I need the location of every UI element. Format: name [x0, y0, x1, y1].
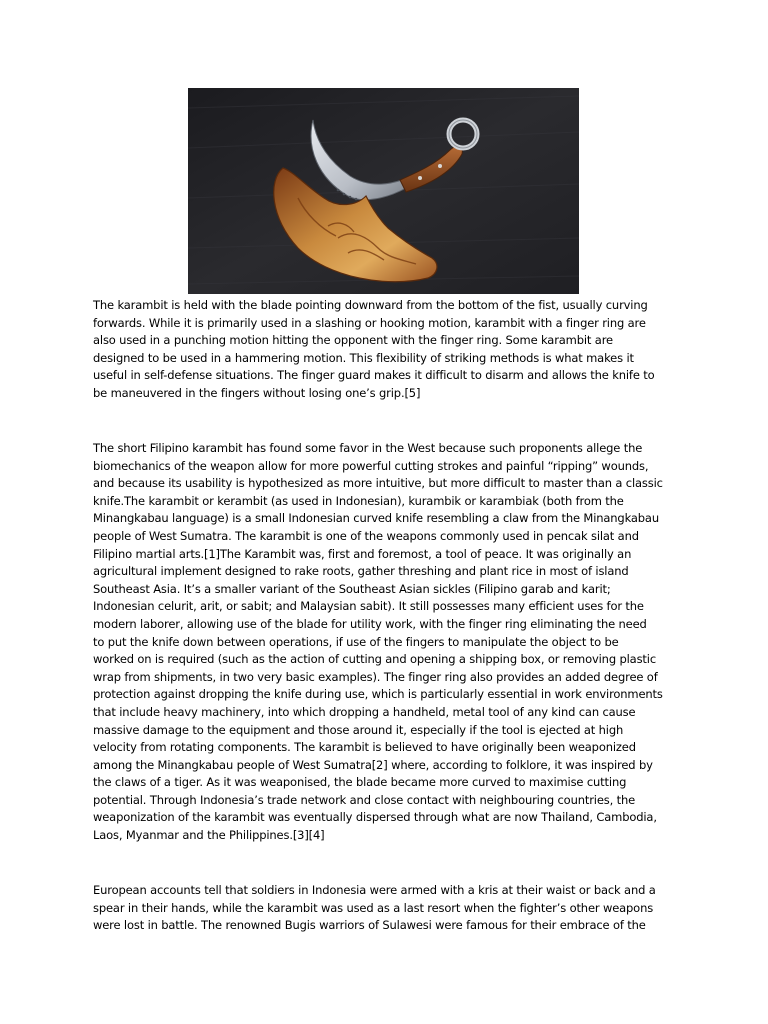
text-line: protection against dropping the knife during use, which is particularly essential in work environments: [93, 687, 663, 702]
text-line: designed to be used in a hammering motion. This flexibility of striking methods is what makes it: [93, 350, 634, 365]
handle-pin: [438, 164, 442, 168]
text-line: be maneuvered in the fingers without losing one’s grip.[5]: [93, 385, 421, 400]
text-line: wrap from shipments, in two very basic examples). The finger ring also provides an added degree of: [93, 669, 658, 684]
text-line: The short Filipino karambit has found some favor in the West because such proponents allege the: [93, 441, 643, 455]
karambit-illustration: [188, 88, 579, 294]
text-line: knife.The karambit or kerambit (as used in Indonesian), kurambik or karambiak (both from the: [93, 493, 624, 508]
handle-pin: [418, 176, 422, 180]
text-line: also used in a punching motion hitting the opponent with the finger ring. Some karambit are: [93, 333, 613, 348]
text-line: potential. Through Indonesia’s trade network and close contact with neighbouring countries, the: [93, 792, 636, 807]
text-line: modern laborer, allowing use of the blade for utility work, with the finger ring eliminating the need: [93, 616, 647, 631]
text-line: and because its usability is hypothesized as more intuitive, but more difficult to master than a classic: [93, 476, 663, 491]
text-line: the claws of a tiger. As it was weaponised, the blade became more curved to maximise cutting: [93, 775, 627, 790]
text-line: weaponization of the karambit was eventually dispersed through what are now Thailand, Cambodia,: [93, 810, 657, 825]
text-line: forwards. While it is primarily used in a slashing or hooking motion, karambit with a finger ring are: [93, 315, 646, 330]
text-line: velocity from rotating components. The karambit is believed to have originally been weaponized: [93, 740, 636, 755]
text-line: were lost in battle. The renowned Bugis warriors of Sulawesi were famous for their embrace of the: [93, 918, 646, 933]
text-line: worked on is required (such as the action of cutting and opening a shipping box, or removing plastic: [93, 652, 656, 667]
text-line: Minangkabau language) is a small Indonesian curved knife resembling a claw from the Minangkabau: [93, 511, 659, 526]
text-line: useful in self-defense situations. The finger guard makes it difficult to disarm and allows the knife to: [93, 368, 655, 383]
text-line: European accounts tell that soldiers in Indonesia were armed with a kris at their waist or back and a: [93, 883, 656, 897]
text-line: people of West Sumatra. The karambit is one of the weapons commonly used in pencak silat and: [93, 528, 639, 543]
text-line: Filipino martial arts.[1]The Karambit was, first and foremost, a tool of peace. It was originally an: [93, 546, 632, 561]
paragraph-grip: [93, 297, 678, 403]
text-line: among the Minangkabau people of West Sumatra[2] where, according to folklore, it was inspired by: [93, 757, 653, 772]
text-line: that include heavy machinery, into which dropping a handheld, metal tool of any kind can cause: [93, 704, 636, 719]
paragraph-european-accounts: [93, 882, 678, 935]
paragraph-history: [93, 440, 678, 845]
text-line: spear in their hands, while the karambit was used as a last resort when the fighter’s other weapons: [93, 900, 654, 915]
text-line: Southeast Asia. It’s a smaller variant of the Southeast Asian sickles (Filipino garab and karit;: [93, 581, 611, 596]
text-line: to put the knife down between operations, if use of the fingers to manipulate the object to be: [93, 634, 619, 649]
text-line: Indonesian celurit, arit, or sabit; and Malaysian sabit). It still possesses many efficient uses for the: [93, 599, 644, 614]
text-line: Laos, Myanmar and the Philippines.[3][4]: [93, 828, 325, 843]
karambit-photo: [188, 88, 579, 294]
text-line: The karambit is held with the blade pointing downward from the bottom of the fist, usually curving: [93, 298, 648, 312]
text-line: biomechanics of the weapon allow for more powerful cutting strokes and painful “ripping” wounds,: [93, 458, 649, 473]
text-line: massive damage to the equipment and those around it, especially if the tool is ejected at high: [93, 722, 624, 737]
text-line: agricultural implement designed to rake roots, gather threshing and plant rice in most of island: [93, 564, 629, 579]
